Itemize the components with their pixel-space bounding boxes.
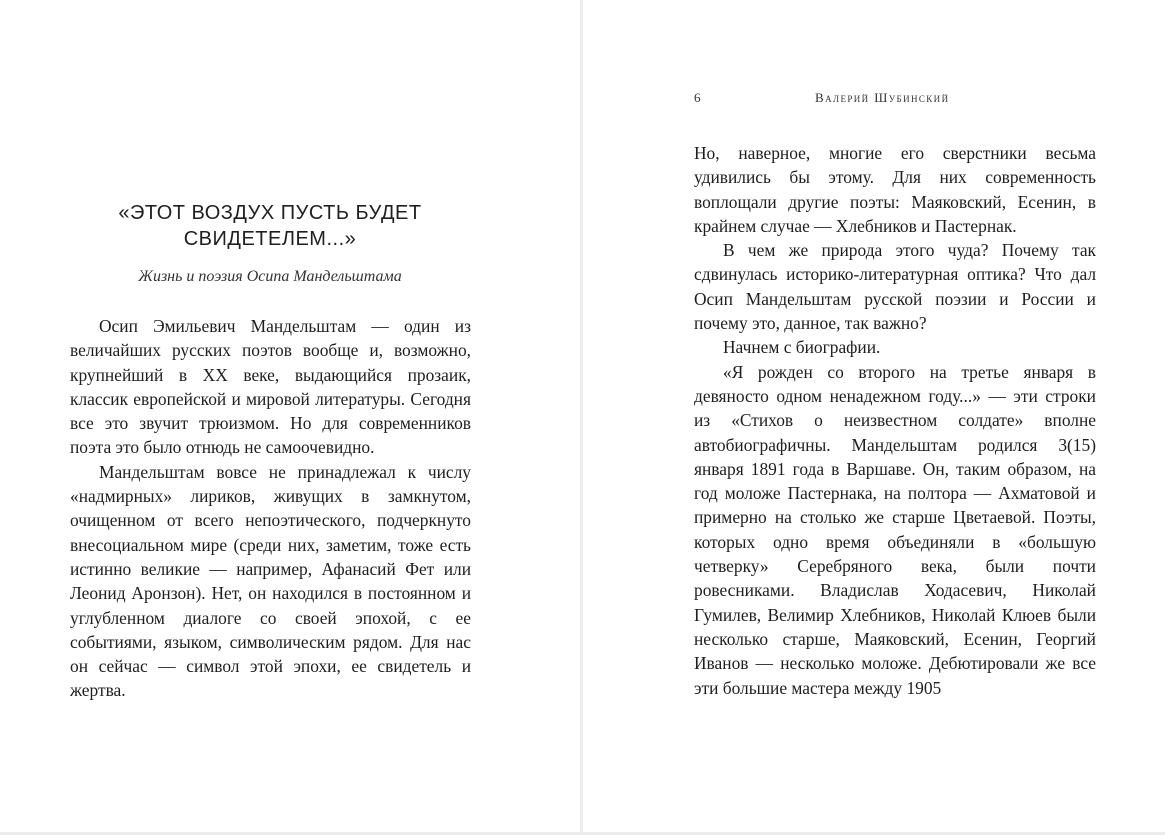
chapter-subtitle: Жизнь и поэзия Осипа Мандельштама (138, 268, 402, 285)
running-title: Валерий Шубинский (815, 90, 950, 105)
paragraph: Мандельштам вовсе не принадлежал к числу «надмирных» лириков, живущих в замкнутом, очищенном от всего непоэтического, подчеркнуто внесоциальном мире (среди них, заметим, тоже есть истинно великие — например, Афанасий Фет или Леонид Аронзон). Нет, он находился в постоянном и углубленном диалоге со своей эпохой, с ее событиями, языком, символическим рядом. Для нас он сейчас — символ этой эпохи, ее свидетель и жертва. (70, 461, 471, 701)
left-page-body (70, 314, 471, 703)
chapter-title-line-2: СВИДЕТЕЛЕМ...» (183, 228, 357, 250)
paragraph: Но, наверное, многие его сверстники весьма удивились бы этому. Для них современность воплощали другие поэты: Маяковский, Есенин, в крайнем случае — Хлебников и Пастернак. (694, 143, 1096, 236)
paragraph: Осип Эмильевич Мандельштам — один из величайших русских поэтов вообще и, возможно, крупнейший в XX веке, выдающийся прозаик, классик европейской и мировой литературы. Сегодня все это звучит трюизмом. Но для современников поэта это было отнюдь не самоочевидно. (70, 316, 471, 458)
paragraph: «Я рожден со второго на третье января в девяносто одном ненадежном году...» — эти строки из «Стихов о неизвестном солдате» вполне автобиографичны. Мандельштам родился 3(15) января 1891 года в Варшаве. Он, таким образом, на год моложе Пастернака, на полтора — Ахматовой и примерно на столько же старше Цветаевой. Поэты, которых одно время объединяли в «большую четверку» Серебряного века, были почти ровесниками. Владислав Ходасевич, Николай Гумилев, Велимир Хлебников, Николай Клюев были несколько старше, Маяковский, Есенин, Георгий Иванов — несколько моложе. Дебютировали же все эти большие мастера между 1905 (694, 361, 1096, 698)
chapter-title-line-1: «ЭТОТ ВОЗДУХ ПУСТЬ БУДЕТ (118, 202, 422, 224)
right-page-body (694, 141, 1096, 700)
paragraph: Начнем с биографии. (723, 337, 881, 358)
left-page (0, 0, 580, 832)
chapter-title (70, 200, 470, 252)
paragraph: В чем же природа этого чуда? Почему так сдвинулась историко-литературная оптика? Что дал Осип Мандельштам русской поэзии и России и почему это, данное, так важно? (694, 240, 1096, 334)
page-number: 6 (694, 90, 701, 105)
